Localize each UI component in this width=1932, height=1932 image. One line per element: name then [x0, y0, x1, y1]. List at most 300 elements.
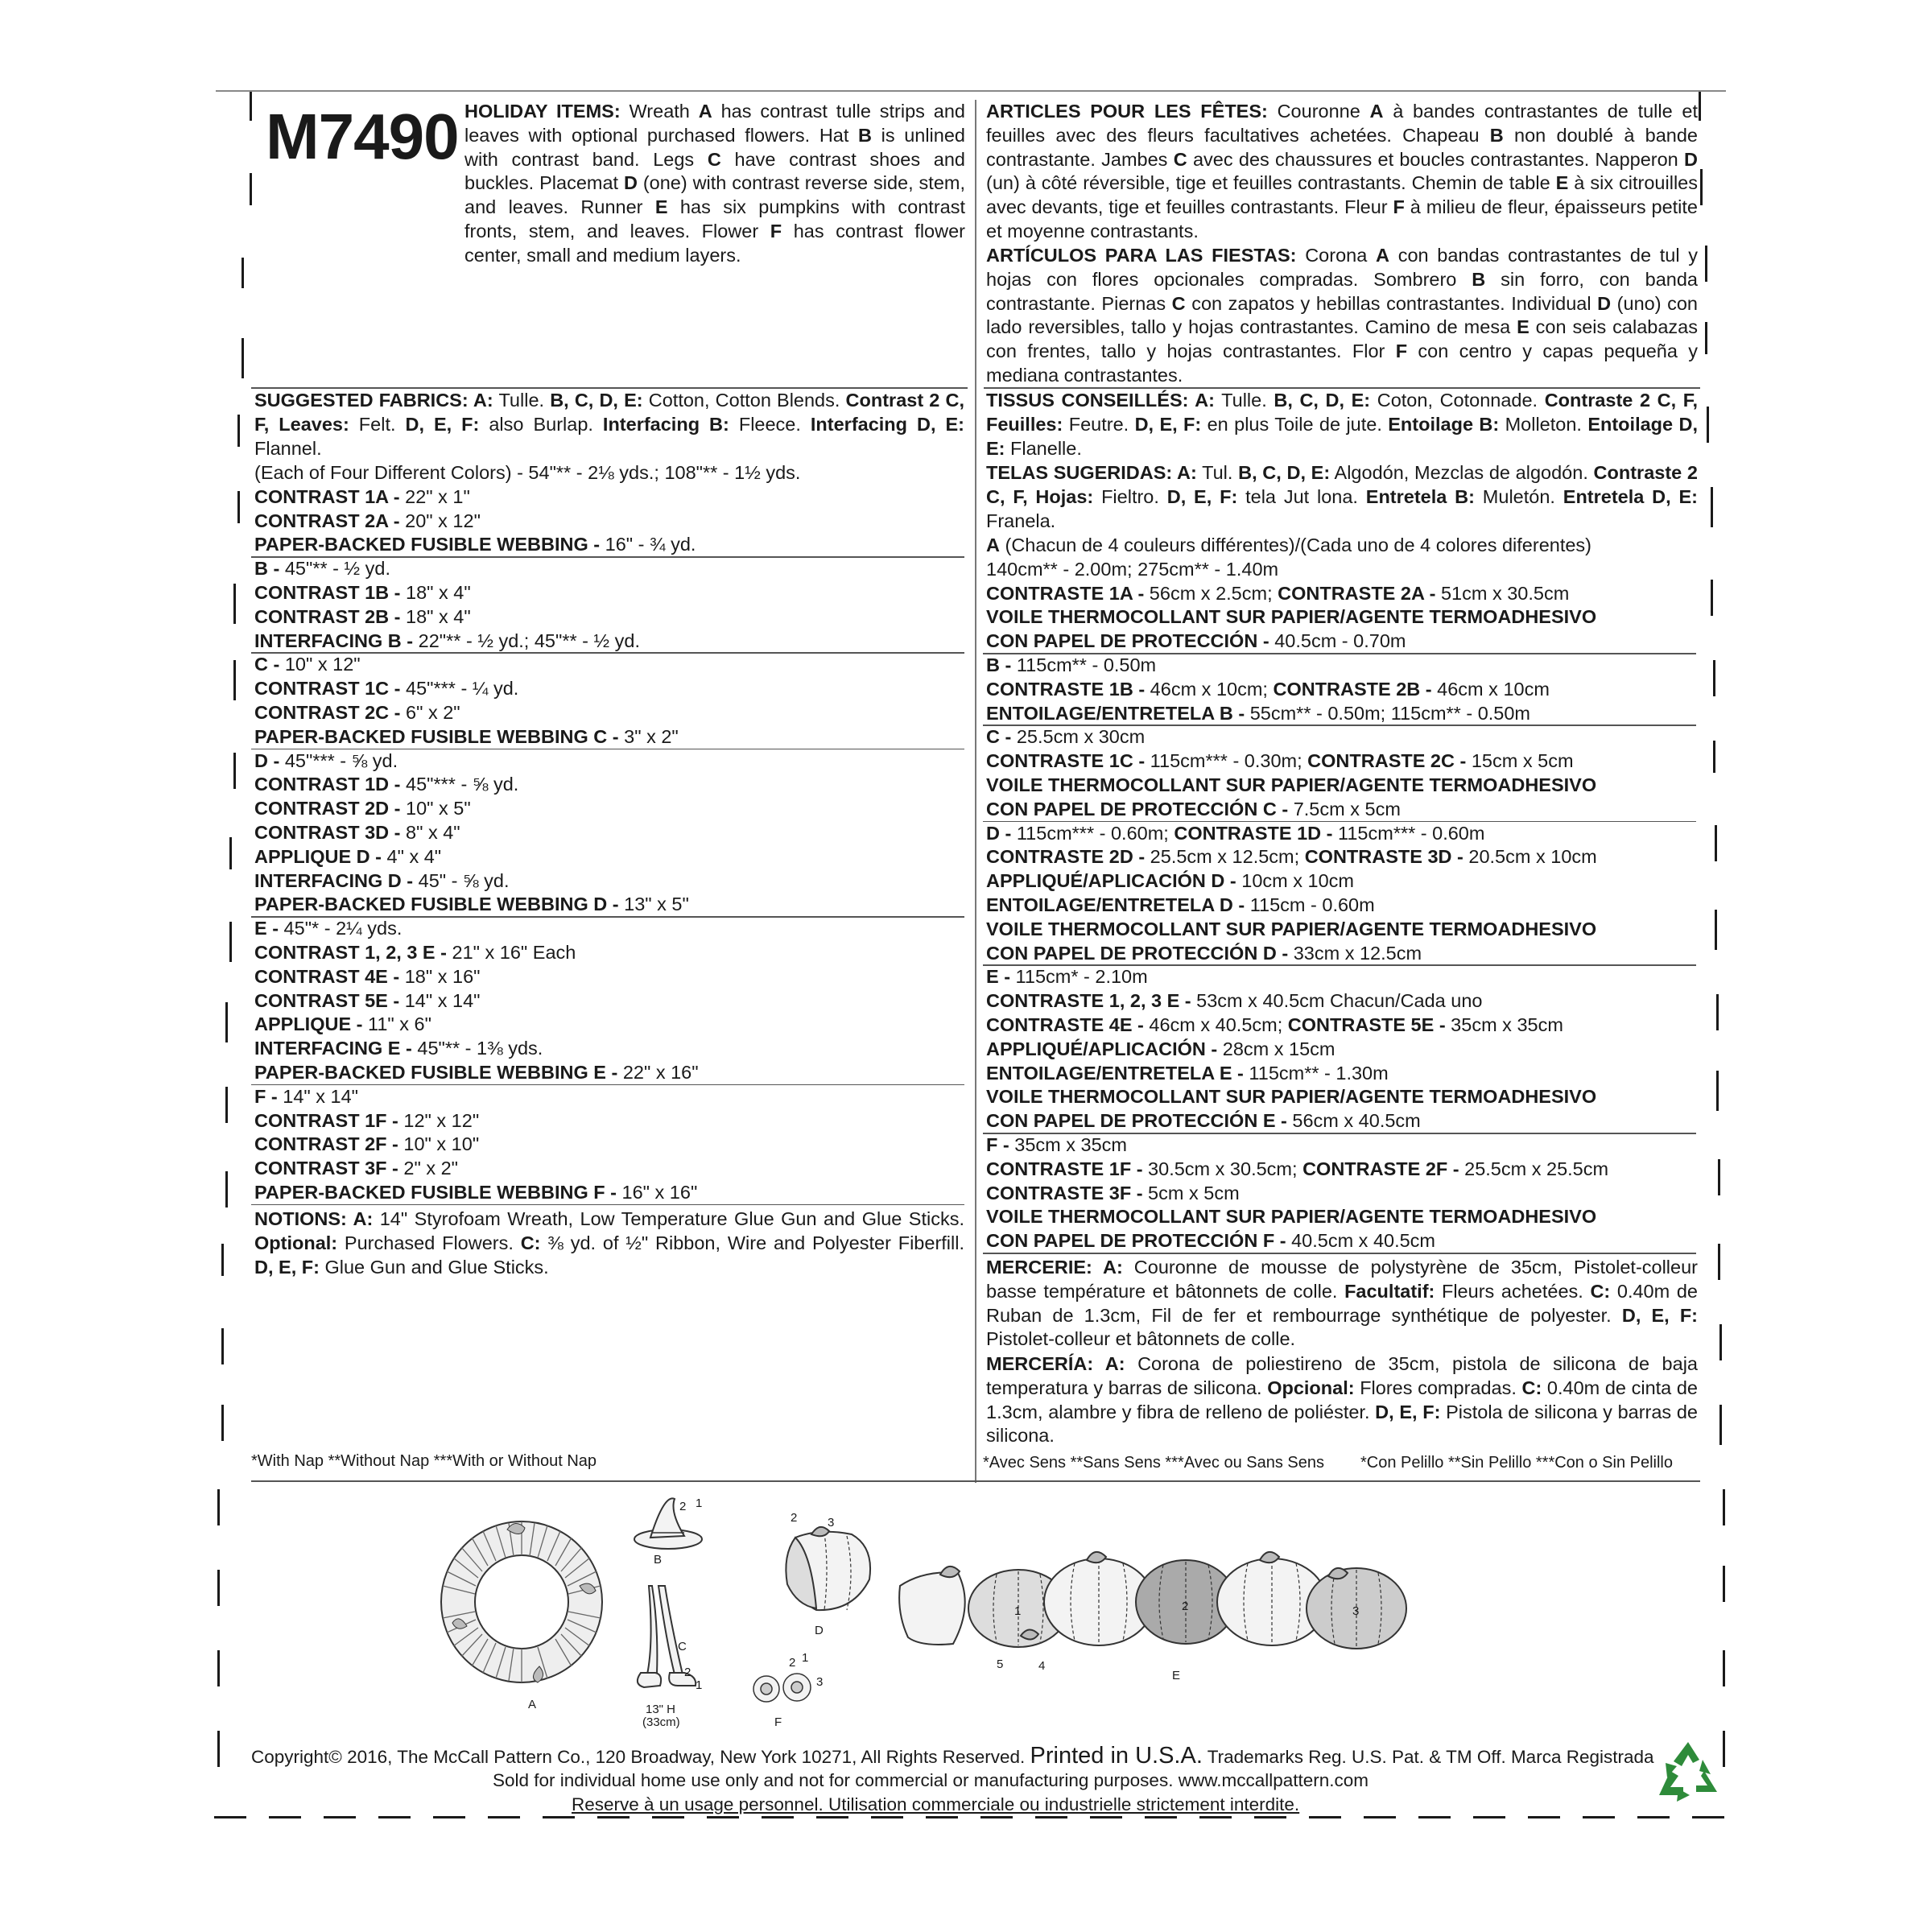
yardage-line [986, 845, 1597, 869]
yardage-amount: 45"*** - ¼ yd. [400, 678, 519, 700]
yardage-line [986, 1109, 1421, 1133]
label-e5: 5 [997, 1657, 1004, 1671]
text-run: ⅜ yd. of ½" Ribbon, Wire and Polyester Fiberfill. [540, 1232, 964, 1253]
description-french [986, 100, 1698, 244]
text-run: Corona [1296, 245, 1376, 266]
height-in: 13" H [646, 1703, 676, 1716]
yardage-line [254, 893, 689, 917]
yardage-amount: 53cm x 40.5cm Chacun/Cada uno [1191, 990, 1483, 1012]
bold-run: HOLIDAY ITEMS: [464, 101, 621, 122]
yardage-amount: 40.5cm x 40.5cm [1286, 1230, 1436, 1252]
yardage-view: CONTRAST 1, 2, 3 E - [254, 942, 447, 963]
yardage-line [986, 822, 1484, 846]
yardage-amount: 13" x 5" [618, 894, 689, 915]
yardage-amount: 46cm x 40.5cm; [1143, 1014, 1288, 1035]
text-run: Muletón. [1474, 485, 1563, 507]
bold-run: F [1395, 341, 1408, 362]
bold-run: A [1369, 101, 1384, 122]
yardage-amount: 16" - ¾ yd. [600, 534, 696, 555]
yardage-view: CON PAPEL DE PROTECCIÓN - [986, 630, 1269, 652]
bold-run: Entretela B: [1365, 485, 1475, 507]
printed-in: Printed in U.S.A. [1030, 1743, 1203, 1769]
yardage-view: CONTRASTE 2D - [986, 846, 1146, 868]
yardage-line [254, 917, 402, 941]
text-run: Tul. [1196, 462, 1239, 483]
bold-run: D [1597, 292, 1612, 314]
yardage-line [986, 965, 1148, 989]
yardage-line [254, 941, 576, 965]
yardage-line [254, 461, 800, 485]
yardage-line [986, 1205, 1596, 1229]
yardage-line [986, 989, 1482, 1013]
bold-run: D [1684, 148, 1699, 170]
nap-legend-english: *With Nap **Without Nap ***With or Without Nap [251, 1452, 597, 1470]
yardage-amount: 18" x 4" [400, 582, 471, 603]
yardage-view: INTERFACING B - [254, 630, 414, 651]
flower-illustration [753, 1674, 811, 1702]
nap-legend-spanish: *Con Pelillo **Sin Pelillo ***Con o Sin Pelillo [1360, 1454, 1673, 1472]
yardage-line [254, 1085, 358, 1109]
yardage-view: CON PAPEL DE PROTECCIÓN D - [986, 942, 1289, 964]
text-run: sin forro, con banda contrastante. Piernas [986, 268, 1699, 314]
label-b: B [654, 1553, 663, 1567]
yardage-view: A [986, 535, 1000, 555]
yardage-amount: 35cm x 35cm [1009, 1134, 1127, 1155]
yardage-view: CONTRAST 1B - [254, 582, 401, 603]
yardage-view: E - [986, 966, 1011, 988]
yardage-amount: 45"*** - ⅝ yd. [400, 774, 519, 795]
yardage-view: CONTRAST 2C - [254, 702, 401, 723]
yardage-view: CONTRAST 2B - [254, 605, 401, 627]
yardage-view: CONTRAST 3D - [254, 822, 401, 843]
bold-run: C [1171, 292, 1186, 314]
bold-run: B, C, D, E: [1274, 390, 1371, 411]
bold-run: ARTICLES POUR LES FÊTES: [986, 101, 1268, 122]
yardage-line [254, 605, 471, 630]
text-run: Purchased Flowers. [337, 1232, 521, 1253]
yardage-view: VOILE THERMOCOLLANT SUR PAPIER/AGENTE TERMOADHESIVO [986, 774, 1597, 795]
yardage-view: CONTRASTE 5E - [1287, 1014, 1446, 1035]
bold-run: F [770, 220, 782, 242]
yardage-amount: 10" x 5" [400, 798, 471, 819]
yardage-line [254, 485, 470, 510]
bold-run: F [1393, 196, 1405, 218]
text-run: Pistola de silicona y barras de silicona. [986, 1401, 1698, 1447]
text-run: Fieltro. [1093, 485, 1167, 507]
height-cm: (33cm) [642, 1715, 680, 1729]
yardage-line [986, 1013, 1563, 1038]
label-f1: 1 [802, 1651, 809, 1665]
label-e1: 1 [1014, 1604, 1022, 1618]
yardage-amount: 14" x 14" [277, 1085, 359, 1107]
bold-run: A [698, 101, 712, 122]
text-run: Feutre. [1063, 413, 1135, 435]
yardage-view: CON PAPEL DE PROTECCIÓN F - [986, 1230, 1286, 1252]
bold-run: MERCERIE: A: [986, 1257, 1123, 1278]
text-run: Flannel. [254, 437, 322, 459]
yardage-line [254, 749, 398, 774]
yardage-line [254, 677, 518, 701]
yardage-line [254, 1133, 479, 1157]
yardage-line [986, 894, 1375, 918]
yardage-view: D - [986, 822, 1012, 844]
yardage-view: APPLIQUÉ/APLICACIÓN - [986, 1038, 1218, 1059]
yardage-amount: 2" x 2" [398, 1158, 459, 1179]
yardage-view: VOILE THERMOCOLLANT SUR PAPIER/AGENTE TERMOADHESIVO [986, 918, 1597, 939]
yardage-line [254, 557, 390, 581]
yardage-amount: 11" x 6" [362, 1013, 431, 1035]
yardage-line [254, 1061, 699, 1085]
yardage-view: C - [254, 654, 280, 675]
yardage-amount: 25.5cm x 25.5cm [1459, 1158, 1609, 1179]
bold-run: B [858, 124, 872, 146]
yardage-line [986, 798, 1401, 822]
yardage-amount: 20" x 12" [399, 510, 481, 531]
copyright-line [251, 1743, 1654, 1769]
notions-french [986, 1256, 1698, 1352]
text-run: 14" Styrofoam Wreath, Low Temperature Glue Gun and Glue Sticks. [373, 1208, 965, 1229]
bold-run: B, C, D, E: [550, 390, 643, 411]
copyright: Copyright© 2016, The McCall Pattern Co., 120 Broadway, New York 10271, All Rights Reserved. [251, 1747, 1026, 1767]
yardage-view: CONTRASTE 1B - [986, 678, 1146, 700]
text-run: Tulle. [493, 390, 551, 411]
placemat-illustration [786, 1527, 870, 1610]
yardage-amount: 20.5cm x 10cm [1463, 846, 1597, 868]
yardage-view: CONTRASTE 1F - [986, 1158, 1143, 1179]
yardage-amount: 5cm x 5cm [1142, 1182, 1240, 1203]
label-c1: 1 [696, 1678, 703, 1692]
yardage-amount: 3" x 2" [618, 725, 679, 747]
yardage-view: D - [254, 749, 280, 771]
bold-run: D, E, F: [1375, 1401, 1441, 1422]
yardage-view: F - [254, 1085, 278, 1107]
yardage-view: CON PAPEL DE PROTECCIÓN C - [986, 798, 1289, 819]
text-run: avec des chaussures et boucles contrastantes. Napperon [1187, 148, 1685, 170]
yardage-amount: 45"** - ½ yd. [279, 558, 390, 580]
text-run: Franela. [986, 510, 1056, 531]
text-run: (un) à côté réversible, tige et feuilles contrastants. Chemin de table [986, 172, 1556, 194]
yardage-amount: 10" x 10" [398, 1133, 480, 1155]
yardage-line [254, 965, 481, 989]
yardage-view: CONTRASTE 2B - [1273, 678, 1432, 700]
yardage-line [986, 1158, 1608, 1182]
text-run: Glue Gun and Glue Sticks. [319, 1256, 549, 1278]
notions-spanish [986, 1352, 1698, 1448]
yardage-view: CONTRAST 2D - [254, 798, 401, 819]
yardage-view: ENTOILAGE/ENTRETELA E - [986, 1062, 1244, 1084]
yardage-amount: 140cm** - 2.00m; 275cm** - 1.40m [986, 558, 1279, 580]
yardage-view: F - [986, 1134, 1009, 1155]
yardage-amount: 12" x 12" [398, 1109, 480, 1131]
yardage-amount: 28cm x 15cm [1217, 1038, 1335, 1059]
text-run: have contrast shoes and buckles. Placemat [464, 148, 965, 194]
yardage-view: C - [986, 726, 1012, 748]
yardage-line [986, 1229, 1435, 1253]
yardage-view: CONTRAST 1C - [254, 678, 401, 700]
text-run: non doublé à bande contrastante. Jambes [986, 124, 1699, 170]
yardage-view: PAPER-BACKED FUSIBLE WEBBING E - [254, 1062, 618, 1083]
yardage-amount: (Chacun de 4 couleurs différentes)/(Cada uno de 4 colores diferentes) [999, 535, 1592, 555]
yardage-view: INTERFACING D - [254, 869, 414, 891]
yardage-view: CONTRAST 1A - [254, 485, 400, 507]
bold-run: Optional: [254, 1232, 338, 1253]
label-c2: 2 [684, 1666, 691, 1679]
yardage-amount: 55cm** - 0.50m; 115cm** - 0.50m [1245, 702, 1531, 724]
yardage-line [254, 1109, 479, 1133]
bold-run: Entretela D, E: [1563, 485, 1698, 507]
description-spanish [986, 244, 1698, 388]
yardage-view: E - [254, 918, 279, 939]
label-d: D [815, 1624, 824, 1637]
yardage-amount: 18" x 16" [399, 965, 481, 987]
yardage-line [254, 797, 471, 821]
yardage-amount: 22" x 1" [399, 485, 470, 507]
label-b1: 2 [679, 1500, 687, 1513]
yardage-amount: 14" x 14" [399, 989, 481, 1011]
text-run: con centro y capas pequeña y mediana contrastantes. [986, 341, 1698, 386]
yardage-amount: 4" x 4" [381, 845, 442, 867]
notions-english [254, 1208, 964, 1279]
suggested-fabrics-english [254, 389, 964, 460]
bold-run: D, E, F: [1621, 1304, 1698, 1326]
yardage-amount: 115cm* - 2.10m [1010, 966, 1148, 988]
yardage-line [254, 533, 696, 557]
text-run: Algodón, Mezclas de algodón. [1330, 462, 1594, 483]
yardage-amount: 115cm - 0.60m [1245, 894, 1375, 915]
bold-run: Interfacing D, E: [810, 413, 964, 435]
yardage-amount: 115cm*** - 0.60m; [1011, 822, 1174, 844]
yardage-amount: 45" - ⅝ yd. [413, 869, 510, 891]
yardage-line [986, 749, 1574, 774]
yardage-amount: 16" x 16" [616, 1182, 698, 1203]
yardage-line [986, 1182, 1240, 1206]
yardage-view: CON PAPEL DE PROTECCIÓN E - [986, 1110, 1287, 1132]
yardage-view: VOILE THERMOCOLLANT SUR PAPIER/AGENTE TERMOADHESIVO [986, 606, 1597, 628]
bold-run: MERCERÍA: A: [986, 1353, 1125, 1374]
bold-run: D, E, F: [405, 413, 480, 435]
yardage-line [254, 701, 460, 725]
label-f3: 3 [816, 1675, 824, 1689]
sold-for-notice: Sold for individual home use only and not for commercial or manufacturing purposes. www.mccallpattern.com [493, 1770, 1369, 1790]
text-run: Flores compradas. [1354, 1377, 1522, 1398]
yardage-line [986, 654, 1156, 678]
yardage-amount: 25.5cm x 30cm [1011, 726, 1146, 748]
label-f2: 2 [789, 1656, 796, 1670]
bold-run: Contraste 2 C, F, Hojas: [986, 462, 1698, 507]
yardage-view: VOILE THERMOCOLLANT SUR PAPIER/AGENTE TERMOADHESIVO [986, 1086, 1597, 1108]
yardage-view: CONTRASTE 1C - [986, 750, 1146, 772]
yardage-amount: (Each of Four Different Colors) - 54"** - 2⅛ yds.; 108"** - 1½ yds. [254, 462, 801, 483]
bold-run: D, E, F: [254, 1256, 320, 1278]
yardage-amount: 56cm x 2.5cm; [1144, 582, 1278, 604]
yardage-view: CONTRAST 2A - [254, 510, 400, 531]
label-b2: 1 [696, 1497, 703, 1510]
yardage-line [254, 653, 361, 677]
yardage-line [254, 1013, 431, 1037]
text-run: tela Jut lona. [1237, 485, 1366, 507]
yardage-line [986, 582, 1569, 606]
yardage-amount: 45"* - 2¼ yds. [279, 918, 402, 939]
yardage-amount: 15cm x 5cm [1466, 750, 1574, 772]
hat-illustration [634, 1498, 702, 1549]
text-run: à milieu de fleur, épaisseurs petite et moyenne contrastants. [986, 196, 1698, 242]
label-e3: 3 [1352, 1604, 1360, 1618]
yardage-view: APPLIQUE - [254, 1013, 363, 1035]
yardage-view: CONTRAST 4E - [254, 965, 400, 987]
yardage-line [254, 581, 471, 605]
label-e4: 4 [1038, 1659, 1046, 1673]
text-run: Couronne de mousse de polystyrène de 35cm, Pistolet-colleur basse température et bâtonnets de colle. [986, 1257, 1698, 1302]
bold-run: Entoilage B: [1388, 413, 1500, 435]
bold-run: E [654, 196, 668, 218]
bold-run: E [1555, 172, 1569, 194]
yardage-line [254, 1181, 697, 1205]
yardage-view: PAPER-BACKED FUSIBLE WEBBING C - [254, 725, 619, 747]
yardage-view: CONTRASTE 2A - [1278, 582, 1436, 604]
wreath-illustration [441, 1521, 602, 1682]
yardage-view: INTERFACING E - [254, 1038, 412, 1059]
text-run: Felt. [349, 413, 406, 435]
yardage-view: CONTRASTE 2F - [1302, 1158, 1459, 1179]
text-run: Tulle. [1214, 390, 1274, 411]
yardage-line [986, 702, 1530, 726]
text-run: Molleton. [1499, 413, 1588, 435]
text-run: has contrast flower center, small and medium layers. [464, 220, 965, 266]
yardage-view: APPLIQUÉ/APLICACIÓN D - [986, 870, 1236, 892]
yardage-view: CONTRAST 5E - [254, 989, 400, 1011]
yardage-amount: 18" x 4" [400, 605, 471, 627]
yardage-line [986, 1085, 1596, 1109]
yardage-view: VOILE THERMOCOLLANT SUR PAPIER/AGENTE TERMOADHESIVO [986, 1206, 1597, 1228]
yardage-line [254, 821, 460, 845]
yardage-line [254, 1157, 458, 1181]
text-run: Fleurs achetées. [1435, 1280, 1591, 1302]
yardage-amount: 7.5cm x 5cm [1288, 798, 1401, 819]
text-run: Fleece. [729, 413, 811, 435]
text-run: Coton, Cotonnade. [1370, 390, 1545, 411]
yardage-view: PAPER-BACKED FUSIBLE WEBBING F - [254, 1182, 617, 1203]
yardage-view: B - [986, 654, 1012, 675]
yardage-view: CONTRASTE 1A - [986, 582, 1145, 604]
yardage-line [986, 534, 1591, 558]
text-run: Corona de poliestireno de 35cm, pistola de silicona de baja temperatura y barras de silicona. [986, 1353, 1698, 1398]
bold-run: Interfacing B: [602, 413, 729, 435]
label-f: F [774, 1715, 782, 1729]
bold-run: TELAS SUGERIDAS: A: [986, 462, 1197, 483]
yardage-view: CONTRAST 1F - [254, 1109, 398, 1131]
text-run: Wreath [620, 101, 699, 122]
yardage-amount: 115cm*** - 0.30m; [1145, 750, 1308, 772]
label-e2: 2 [1182, 1600, 1189, 1613]
yardage-line [986, 678, 1550, 702]
yardage-amount: 115cm** - 1.30m [1243, 1062, 1389, 1084]
label-d2: 2 [791, 1511, 798, 1525]
text-run: Cotton, Cotton Blends. [642, 390, 846, 411]
yardage-view: B - [254, 558, 280, 580]
text-run: con bandas contrastantes de tul y hojas con flores opcionales compradas. Sombrero [986, 245, 1699, 290]
yardage-line [254, 989, 481, 1013]
yardage-amount: 8" x 4" [400, 822, 460, 843]
label-d3: 3 [828, 1516, 835, 1530]
yardage-amount: 51cm x 30.5cm [1435, 582, 1570, 604]
yardage-line [986, 630, 1406, 654]
bold-run: Entoilage D, E: [986, 413, 1698, 459]
recycle-icon [1654, 1739, 1722, 1803]
yardage-view: CONTRASTE 2C - [1307, 750, 1467, 772]
bold-run: D, E, F: [1166, 485, 1238, 507]
yardage-line [986, 725, 1145, 749]
bold-run: Opcional: [1267, 1377, 1355, 1398]
text-run: en plus Toile de jute. [1201, 413, 1389, 435]
text-run: (one) with contrast reverse side, stem, and leaves. Runner [464, 172, 965, 218]
yardage-amount: 33cm x 12.5cm [1288, 942, 1422, 964]
yardage-view: PAPER-BACKED FUSIBLE WEBBING - [254, 534, 601, 555]
reserve-notice: Reserve à un usage personnel. Utilisation commerciale ou industrielle strictement interdite. [572, 1794, 1300, 1814]
yardage-line [254, 773, 518, 797]
text-run: Flanelle. [1005, 437, 1082, 459]
yardage-line [986, 942, 1422, 966]
text-run: 0.40m de Ruban de 1.3cm, Fil de fer et rembourrage synthétique de polyester. [986, 1280, 1698, 1326]
yardage-view: APPLIQUE D - [254, 845, 382, 867]
bold-run: E [1517, 316, 1530, 338]
yardage-view: ENTOILAGE/ENTRETELA D - [986, 894, 1245, 915]
yardage-amount: 10" x 12" [279, 654, 361, 675]
text-run: con seis calabazas con frentes, tallo y hojas contrastantes. Flor [986, 316, 1698, 362]
yardage-amount: 40.5cm - 0.70m [1269, 630, 1406, 652]
yardage-amount: 46cm x 10cm; [1145, 678, 1274, 700]
trademarks: Trademarks Reg. U.S. Pat. & TM Off. Marca Registrada [1207, 1747, 1654, 1767]
yardage-view: CONTRAST 3F - [254, 1158, 398, 1179]
bold-run: Contrast 2 C, F, Leaves: [254, 390, 965, 435]
label-a: A [528, 1698, 537, 1711]
bold-run: B [1489, 124, 1504, 146]
suggested-fabrics-spanish [986, 461, 1698, 533]
yardage-view: CONTRAST 2F - [254, 1133, 398, 1155]
text-run: 0.40m de cinta de 1.3cm, alambre y fibra de relleno de poliéster. [986, 1377, 1698, 1422]
bold-run: C [707, 148, 721, 170]
yardage-line [254, 630, 640, 654]
yardage-line [254, 869, 510, 894]
bold-run: SUGGESTED FABRICS: A: [254, 390, 493, 411]
garment-illustrations [419, 1497, 1690, 1739]
yardage-view: PAPER-BACKED FUSIBLE WEBBING D - [254, 894, 619, 915]
yardage-line [986, 918, 1596, 942]
nap-legend-french: *Avec Sens **Sans Sens ***Avec ou Sans Sens [983, 1454, 1324, 1472]
bold-run: D, E, F: [1134, 413, 1202, 435]
yardage-amount: 115cm** - 0.50m [1011, 654, 1157, 675]
yardage-amount: 45"*** - ⅝ yd. [279, 749, 398, 771]
yardage-amount: 22"** - ½ yd.; 45"** - ½ yd. [413, 630, 640, 651]
bold-run: Facultatif: [1344, 1280, 1435, 1302]
yardage-amount: 46cm x 10cm [1431, 678, 1550, 700]
text-run: has six pumpkins with contrast fronts, stem, and leaves. Flower [464, 196, 965, 242]
yardage-view: CONTRASTE 3D - [1304, 846, 1463, 868]
description-english [464, 100, 965, 268]
text-run: con zapatos y hebillas contrastantes. Individual [1185, 292, 1598, 314]
yardage-amount: 115cm*** - 0.60m [1332, 822, 1485, 844]
suggested-fabrics-french [986, 389, 1698, 460]
yardage-line [986, 605, 1596, 630]
yardage-amount: 25.5cm x 12.5cm; [1145, 846, 1305, 868]
runner-illustration [899, 1552, 1406, 1649]
yardage-line [986, 1038, 1335, 1062]
yardage-line [986, 558, 1278, 582]
yardage-amount: 35cm x 35cm [1445, 1014, 1563, 1035]
pattern-number: M7490 [266, 101, 459, 172]
bold-run: B [1472, 268, 1486, 290]
yardage-view: ENTOILAGE/ENTRETELA B - [986, 702, 1245, 724]
text-run: (uno) con lado reversibles, tallo y hojas contrastantes. Camino de mesa [986, 292, 1698, 338]
